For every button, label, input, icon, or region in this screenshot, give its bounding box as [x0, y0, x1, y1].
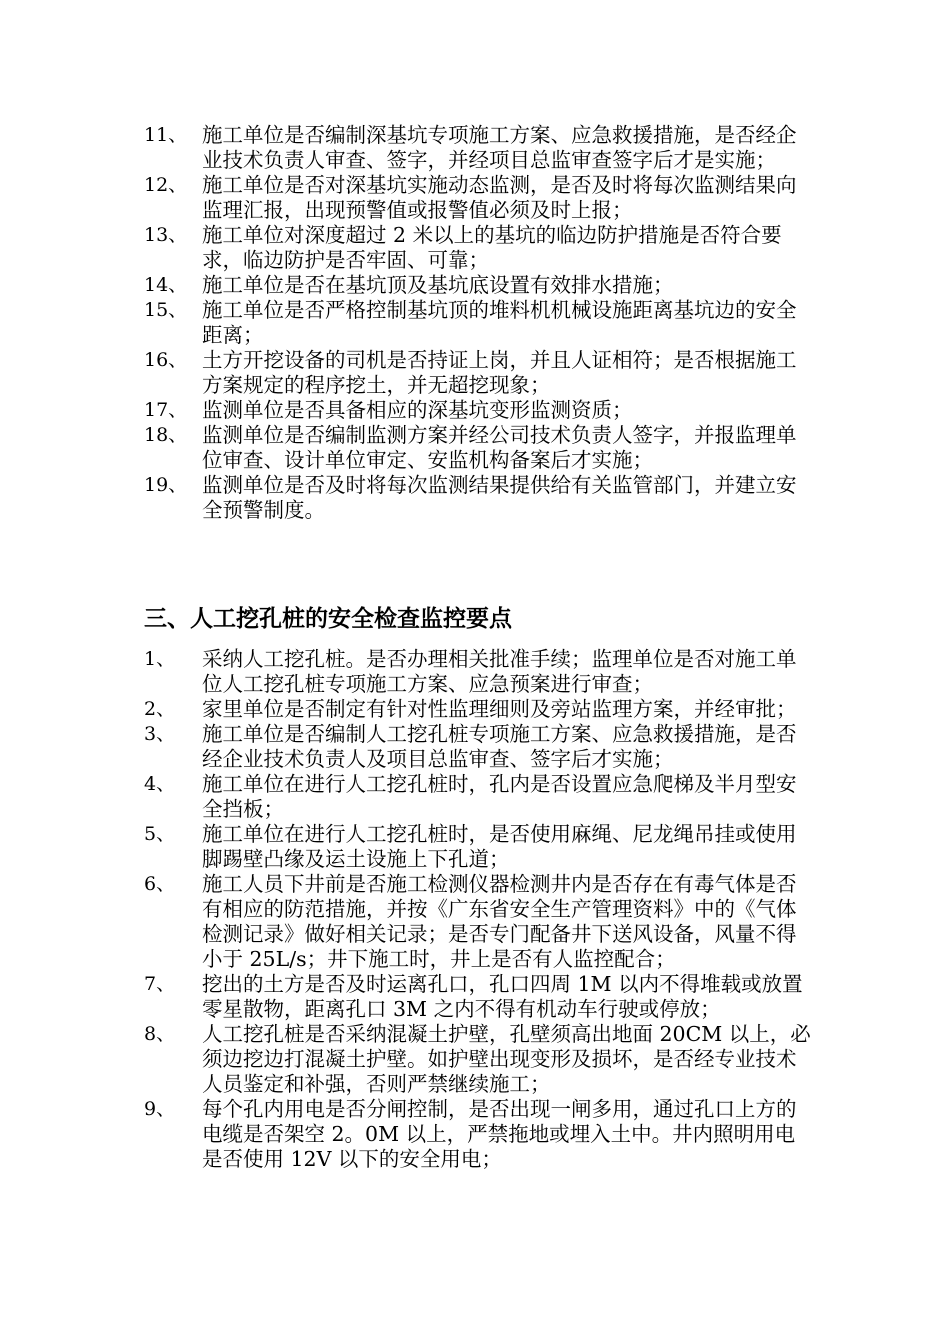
- item-number: 12、: [144, 174, 188, 196]
- list-item: [144, 647, 814, 697]
- item-text: 土方开挖设备的司机是否持证上岗，并且人证相符；是否根据施工方案规定的程序挖土，并无超挖现象；: [202, 348, 797, 397]
- item-text: 施工人员下井前是否施工检测仪器检测井内是否存在有毒气体是否有相应的防范措施，并按《广东省安全生产管理资料》中的《气体检测记录》做好相关记录；是否专门配备井下送风设备，风量不得小于 25L/s；井下施工时，井上是否有人监控配合；: [202, 872, 797, 971]
- item-number: 3、: [144, 723, 176, 745]
- section-heading: 三、人工挖孔桩的安全检查监控要点: [144, 606, 512, 632]
- list-item: [144, 1097, 814, 1172]
- list-item: [144, 273, 814, 298]
- pile-safety-list: [144, 647, 814, 1172]
- item-text: 施工单位是否编制人工挖孔桩专项施工方案、应急救援措施，是否经企业技术负责人及项目总监审查、签字后才实施；: [202, 722, 797, 771]
- item-number: 8、: [144, 1023, 176, 1045]
- item-number: 6、: [144, 873, 176, 895]
- item-number: 14、: [144, 274, 188, 296]
- list-item: [144, 822, 814, 872]
- item-number: 2、: [144, 698, 176, 720]
- item-number: 16、: [144, 349, 188, 371]
- item-text: 施工单位是否在基坑顶及基坑底设置有效排水措施；: [202, 273, 674, 297]
- list-item: [144, 223, 814, 273]
- list-item: [144, 772, 814, 822]
- list-item: [144, 398, 814, 423]
- item-number: 7、: [144, 973, 176, 995]
- item-number: 18、: [144, 424, 188, 446]
- item-number: 17、: [144, 399, 188, 421]
- item-text: 监测单位是否编制监测方案并经公司技术负责人签字，并报监理单位审查、设计单位审定、安监机构备案后才实施；: [202, 423, 797, 472]
- item-text: 监测单位是否具备相应的深基坑变形监测资质；: [202, 398, 633, 422]
- item-number: 11、: [144, 124, 188, 146]
- item-number: 15、: [144, 299, 188, 321]
- item-text: 采纳人工挖孔桩。是否办理相关批准手续；监理单位是否对施工单位人工挖孔桩专项施工方案、应急预案进行审查；: [202, 647, 797, 696]
- item-number: 5、: [144, 823, 176, 845]
- item-text: 施工单位是否对深基坑实施动态监测，是否及时将每次监测结果向监理汇报，出现预警值或报警值必须及时上报；: [202, 173, 797, 222]
- item-text: 每个孔内用电是否分闸控制，是否出现一闸多用，通过孔口上方的电缆是否架空 2。0M 以上，严禁拖地或埋入土中。井内照明用电是否使用 12V 以下的安全用电；: [202, 1097, 797, 1171]
- list-item: [144, 423, 814, 473]
- item-text: 施工单位对深度超过 2 米以上的基坑的临边防护措施是否符合要求，临边防护是否牢固、可靠；: [202, 223, 782, 272]
- previous-section-list: [144, 123, 814, 523]
- list-item: [144, 1022, 814, 1097]
- item-number: 13、: [144, 224, 188, 246]
- list-item: [144, 123, 814, 173]
- item-number: 1、: [144, 648, 176, 670]
- list-item: [144, 473, 814, 523]
- item-text: 家里单位是否制定有针对性监理细则及旁站监理方案，并经审批；: [202, 697, 797, 721]
- list-item: [144, 972, 814, 1022]
- list-item: [144, 872, 814, 972]
- list-item: [144, 173, 814, 223]
- item-text: 施工单位在进行人工挖孔桩时，孔内是否设置应急爬梯及半月型安全挡板；: [202, 772, 797, 821]
- item-number: 4、: [144, 773, 176, 795]
- item-text: 监测单位是否及时将每次监测结果提供给有关监管部门，并建立安全预警制度。: [202, 473, 797, 522]
- item-number: 19、: [144, 474, 188, 496]
- list-item: [144, 722, 814, 772]
- list-item: [144, 697, 814, 722]
- item-text: 施工单位是否编制深基坑专项施工方案、应急救援措施，是否经企业技术负责人审查、签字，并经项目总监审查签字后才是实施；: [202, 123, 797, 172]
- item-text: 人工挖孔桩是否采纳混凝土护壁，孔壁须高出地面 20CM 以上，必须边挖边打混凝土护壁。如护壁出现变形及损坏，是否经专业技术人员鉴定和补强，否则严禁继续施工；: [202, 1022, 811, 1096]
- item-text: 施工单位是否严格控制基坑顶的堆料机机械设施距离基坑边的安全距离；: [202, 298, 797, 347]
- list-item: [144, 298, 814, 348]
- item-text: 施工单位在进行人工挖孔桩时，是否使用麻绳、尼龙绳吊挂或使用脚踢壁凸缘及运土设施上下孔道；: [202, 822, 797, 871]
- item-text: 挖出的土方是否及时运离孔口，孔口四周 1M 以内不得堆载或放置零星散物，距离孔口 3M 之内不得有机动车行驶或停放；: [202, 972, 803, 1021]
- item-number: 9、: [144, 1098, 176, 1120]
- list-item: [144, 348, 814, 398]
